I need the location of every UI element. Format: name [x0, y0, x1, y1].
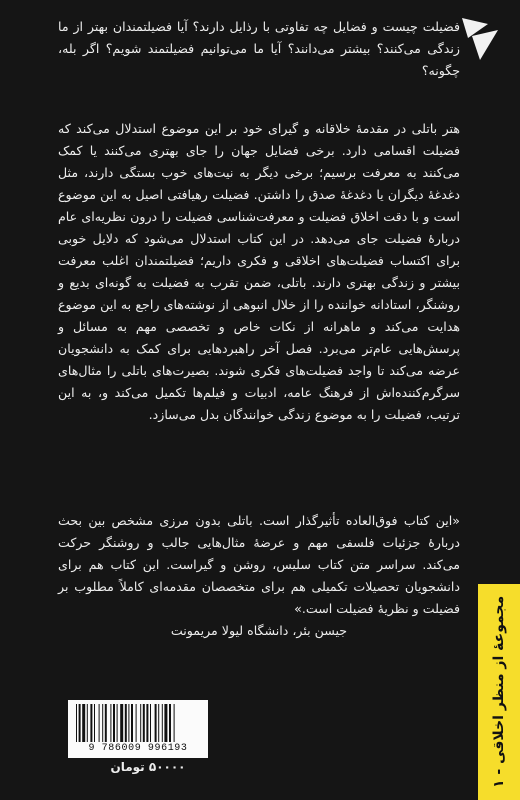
- barcode: [68, 700, 208, 758]
- series-label: مجموعهٔ از منظر اخلاقی - ۱: [491, 595, 507, 789]
- blurb-author: جیسن بئر، دانشگاه لیولا مریمونت: [170, 623, 348, 638]
- intro-questions: فضیلت چیست و فضایل چه تفاوتی با رذایل دارند؟ آیا فضیلتمندان بهتر از ما زندگی می‌کنند؟ بیشتر می‌دانند؟ آیا ما می‌توانیم فضیلتمند شویم؟ اگر بله، چگونه؟: [58, 19, 460, 78]
- book-description: هتر باتلی در مقدمهٔ خلاقانه و گیرای خود بر این موضوع استدلال می‌کند که فضیلت اقسامی دارد. برخی فضایل جهان را جای بهتری می‌کنند یا کمک می‌کنند به معرفت برسیم؛ برخی دیگر به نیت‌های خوب بستگی دارند، مثل دغدغهٔ دیگران یا دغدغهٔ صدق را داشتن. فضیلت رهیافتی اصیل به این موضوع است و با دقت اخلاق فضیلت و معرفت‌شناسی فضیلت را درون نظریه‌ای عام دربارهٔ فضیلت جای می‌دهد. در این کتاب استدلال می‌شود که دلایل خوبی برای اکتساب فضیلت‌های اخلاقی و فکری داریم؛ فضیلتمندان اغلب معرفت بیشتر و زندگی بهتری دارند. باتلی، ضمن تقرب به فضیلت به گونه‌ای بدیع و روشنگر، استادانه خواننده را از خلال انبوهی از نوشته‌های راجع به این موضوع هدایت می‌کند و ماهرانه از نکات خاص و تخصصی مهم به مسائل و پرسش‌هایی عام‌تر می‌برد. فصل آخر راهبردهایی برای کمک به دانشجویان عرضه می‌کند تا واجد فضیلت‌های فکری شوند. بصیرت‌های باتلی را مثال‌های سرگرم‌کننده‌اش از فرهنگ عامه، ادبیات و فیلم‌ها تکمیل می‌کند و، به این ترتیب، فضیلت را به موضوع زندگی خوانندگان بدل می‌سازد.: [58, 121, 460, 422]
- blurb: [58, 510, 460, 642]
- blurb-quote: «این کتاب فوق‌العاده تأثیرگذار است. باتلی بدون مرزی مشخص بین بحث دربارهٔ جزئیات فلسفی مهم و عرضهٔ مثال‌هایی جالب و روشنگر حرکت می‌کند. سراسر متن کتاب سلیس، روشن و گیراست. این کتاب هم برای دانشجویان تحصیلات تکمیلی هم برای متخصصان مقدمه‌ای کاملاً مطلوب بر فضیلت و نظریهٔ فضیلت است.»: [58, 513, 460, 616]
- barcode-icon: [74, 704, 202, 742]
- price: ۵۰۰۰۰ تومان: [110, 760, 186, 774]
- publisher-logo-icon: [458, 14, 502, 66]
- isbn-number: 9 786009 996193: [88, 743, 188, 754]
